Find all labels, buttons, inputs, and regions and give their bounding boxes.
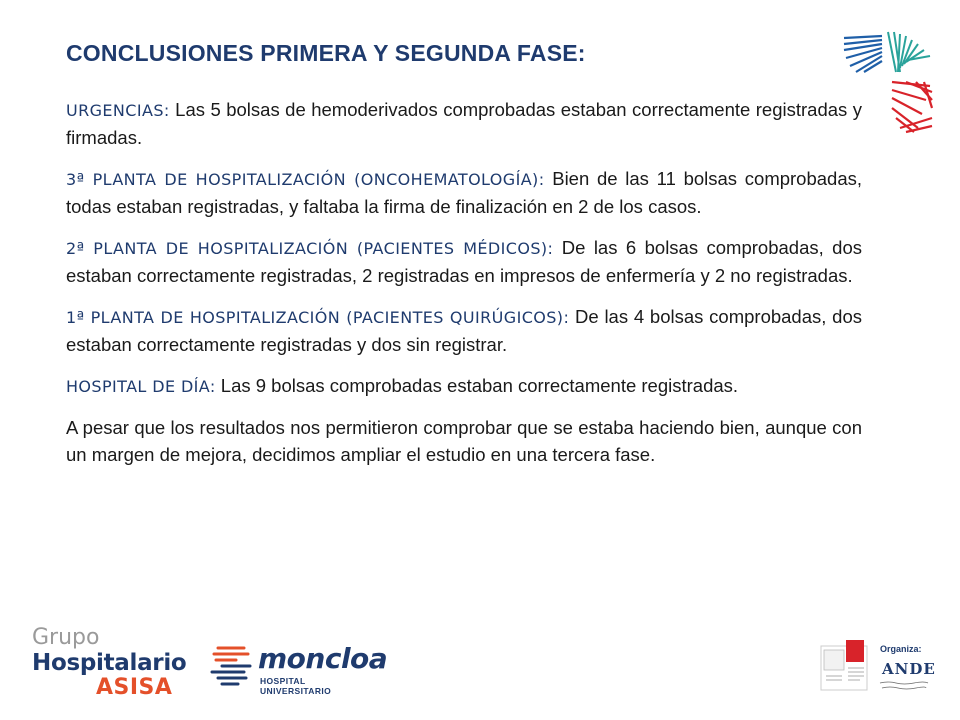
slide-title: CONCLUSIONES PRIMERA Y SEGUNDA FASE: [66,40,586,66]
paragraph-label: 3ª PLANTA DE HOSPITALIZACIÓN (ONCOHEMATOLOGÍA): [66,170,545,189]
paragraph-hospital-dia [66,372,862,400]
paragraph-text: De las 4 bolsas comprobadas, dos estaban correctamente registradas y dos sin registrar. [66,306,863,355]
paragraph-label: 2ª PLANTA DE HOSPITALIZACIÓN (PACIENTES MÉDICOS): [66,239,554,258]
paragraph-text: Las 5 bolsas de hemoderivados comprobadas estaban correctamente registradas y firmadas. [66,99,863,148]
moncloa-name: moncloa [258,642,388,675]
paragraph-label: 1ª PLANTA DE HOSPITALIZACIÓN (PACIENTES QUIRÚGICOS): [66,308,570,327]
paragraph-text: Bien de las 11 bolsas comprobadas, todas estaban registradas, y faltaba la firma de finalización en 2 de los casos. [66,168,863,217]
paragraph-text: De las 6 bolsas comprobadas, dos estaban correctamente registradas, 2 registradas en impresos de enfermería y 2 no registradas. [66,237,863,286]
conclusions-body [66,96,862,482]
hospitalario-text: Hospitalario [32,650,187,676]
paragraph-3a-planta [66,165,862,220]
paragraph-1a-planta [66,303,862,358]
grupo-text: Grupo [32,625,100,650]
paragraph-text: A pesar que los resultados nos permitieron comprobar que se estaba haciendo bien, aunque con un margen de mejora, decidimos ampliar el estudio en una tercera fase. [66,417,862,465]
asisa-text: ASISA [96,675,173,700]
moncloa-logo [208,640,388,696]
paragraph-label: HOSPITAL DE DÍA: [66,377,216,396]
blue-leaf-icon [844,32,930,72]
ande-logo: ANDE [882,660,936,678]
paragraph-2a-planta [66,234,862,289]
organiza-label: Organiza: [880,644,922,654]
moncloa-subtitle: HOSPITAL UNIVERSITARIO [260,676,332,696]
paragraph-text: Las 9 bolsas comprobadas estaban correctamente registradas. [220,375,739,396]
red-leaf-icon [888,78,934,134]
secisa-seal-icon [820,636,868,692]
paragraph-label: URGENCIAS: [66,101,170,120]
paragraph-conclusion [66,414,862,468]
paragraph-urgencias [66,96,862,151]
ande-subtitle-scribble [874,680,934,692]
grupo-hospitalario-asisa-logo [32,626,186,700]
corner-palm-logo [836,28,940,140]
moncloa-emblem-icon [208,640,258,690]
